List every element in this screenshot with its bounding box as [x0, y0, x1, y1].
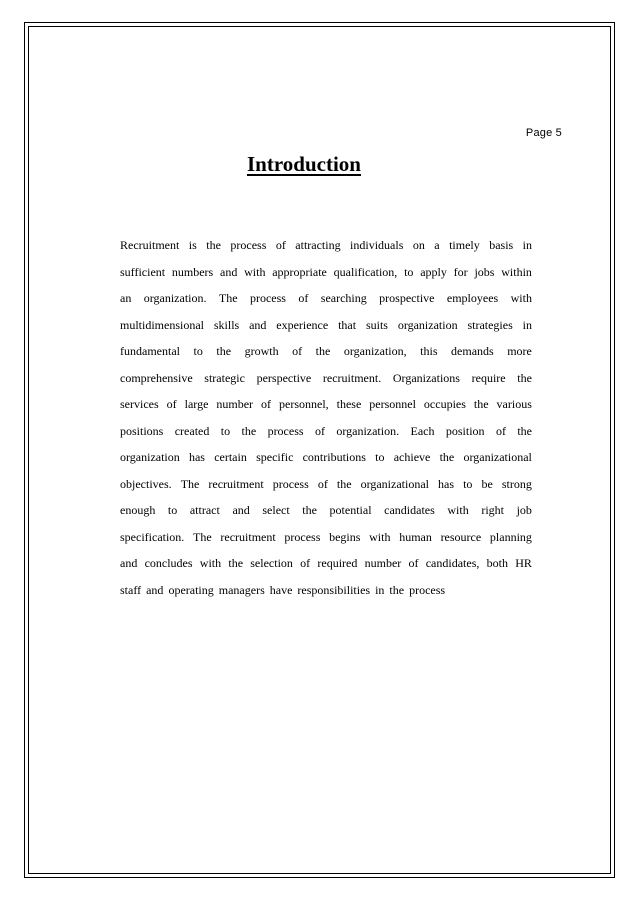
- word: these: [336, 397, 362, 411]
- word: candidates: [384, 503, 435, 517]
- word: fundamental: [120, 344, 180, 358]
- word: the: [517, 370, 532, 385]
- word: for: [453, 264, 468, 279]
- word: of: [408, 556, 419, 570]
- word: process: [284, 529, 321, 544]
- word: the: [228, 556, 244, 570]
- word: to: [220, 423, 231, 438]
- word: strategies: [467, 317, 513, 332]
- word: perspective: [256, 370, 312, 385]
- paragraph-line: [120, 365, 532, 392]
- word: of: [261, 397, 272, 411]
- word: multidimensional: [120, 317, 204, 332]
- word: number: [364, 556, 402, 570]
- word: required: [317, 556, 358, 570]
- paragraph-line: [120, 524, 532, 551]
- word: Recruitment: [120, 238, 180, 252]
- word: demands: [451, 344, 494, 358]
- word: the: [473, 397, 489, 411]
- word: position: [445, 423, 485, 438]
- word: organization: [397, 317, 458, 332]
- word: to: [167, 503, 178, 517]
- paragraph-line: [120, 338, 532, 365]
- word: certain: [214, 450, 247, 464]
- paragraph-line: [120, 444, 532, 471]
- word: and: [146, 582, 164, 597]
- word: has: [438, 476, 455, 491]
- word: organization.: [336, 423, 400, 438]
- word: and: [249, 317, 267, 332]
- word: Each: [410, 423, 435, 438]
- word: staff: [120, 582, 142, 597]
- word: job: [516, 503, 532, 517]
- paragraph-line: [120, 312, 532, 339]
- word: strong: [501, 476, 532, 491]
- word: comprehensive: [120, 370, 193, 385]
- word: in: [522, 238, 532, 252]
- word: the: [216, 344, 232, 358]
- word: created: [174, 423, 210, 438]
- word: to: [404, 264, 414, 279]
- word: that: [338, 317, 357, 332]
- word: candidates,: [425, 556, 480, 570]
- word: organization: [120, 450, 180, 464]
- word: of: [495, 423, 506, 438]
- word: of: [298, 291, 309, 305]
- word: potential: [329, 503, 372, 517]
- word: positions: [120, 423, 164, 438]
- word: selection: [250, 556, 293, 570]
- word: Organizations: [392, 370, 460, 385]
- word: individuals: [350, 238, 404, 252]
- paragraph-line: [120, 232, 532, 259]
- word: require: [471, 370, 506, 385]
- word: experience: [276, 317, 329, 332]
- word: specific: [256, 450, 294, 464]
- word: of: [317, 476, 328, 491]
- word: of: [300, 556, 311, 570]
- page-number: Page 5: [525, 127, 562, 139]
- word: prospective: [379, 291, 435, 305]
- word: responsibilities: [297, 582, 371, 597]
- word: more: [507, 344, 532, 358]
- word: jobs: [474, 264, 495, 279]
- paragraph-line: [120, 550, 532, 577]
- paragraph-line: [120, 285, 532, 312]
- paragraph-line: [120, 418, 532, 445]
- word: employees: [446, 291, 499, 305]
- word: with: [510, 291, 532, 305]
- word: services: [120, 397, 159, 411]
- word: enough: [120, 503, 156, 517]
- word: number: [216, 397, 254, 411]
- word: and: [232, 503, 250, 517]
- word: The: [218, 291, 238, 305]
- word: numbers: [171, 264, 214, 279]
- word: to: [463, 476, 473, 491]
- word: the: [336, 476, 352, 491]
- word: and: [220, 264, 238, 279]
- word: of: [275, 238, 286, 252]
- word: a: [434, 238, 440, 252]
- word: The: [193, 529, 212, 544]
- word: the: [206, 238, 221, 252]
- word: the: [439, 450, 455, 464]
- word: has: [188, 450, 205, 464]
- paragraph-line: [120, 577, 532, 604]
- word: recruitment.: [322, 370, 382, 385]
- word: The: [180, 476, 200, 491]
- paragraph-line: [120, 471, 532, 498]
- word: and: [120, 556, 138, 570]
- word: with: [369, 529, 391, 544]
- word: contributions: [302, 450, 366, 464]
- word: with: [244, 264, 266, 279]
- word: timely: [449, 238, 480, 252]
- word: within: [501, 264, 532, 279]
- paragraph-line: [120, 259, 532, 286]
- word: large: [184, 397, 209, 411]
- word: process: [249, 291, 286, 305]
- word: to: [193, 344, 203, 358]
- word: objectives.: [120, 476, 172, 491]
- word: personnel: [369, 397, 416, 411]
- word: achieve: [393, 450, 431, 464]
- word: resource: [440, 529, 482, 544]
- word: apply: [420, 264, 447, 279]
- paragraph-line: [120, 497, 532, 524]
- word: in: [375, 582, 385, 597]
- body-paragraph: [120, 232, 532, 603]
- word: basis: [489, 238, 514, 252]
- word: the: [517, 423, 532, 438]
- word: recruitment: [208, 476, 264, 491]
- word: process: [230, 238, 267, 252]
- word: is: [188, 238, 197, 252]
- word: HR: [515, 556, 532, 570]
- word: process: [272, 476, 309, 491]
- word: operating: [168, 582, 214, 597]
- word: sufficient: [120, 264, 166, 279]
- word: the: [241, 423, 257, 438]
- word: occupies: [423, 397, 466, 411]
- word: specification.: [120, 529, 185, 544]
- word: various: [496, 397, 532, 411]
- word: skills: [213, 317, 240, 332]
- word: with: [447, 503, 469, 517]
- word: select: [262, 503, 290, 517]
- word: of: [314, 423, 325, 438]
- word: personnel,: [279, 397, 329, 411]
- word: right: [481, 503, 504, 517]
- word: the: [302, 503, 317, 517]
- word: suits: [365, 317, 388, 332]
- word: appropriate: [272, 264, 327, 279]
- word: concludes: [144, 556, 193, 570]
- word: an: [120, 291, 132, 305]
- word: the: [389, 582, 405, 597]
- word: organization.: [143, 291, 207, 305]
- word: human: [399, 529, 432, 544]
- word: strategic: [204, 370, 245, 385]
- word: begins: [329, 529, 361, 544]
- word: process: [267, 423, 304, 438]
- word: planning: [489, 529, 532, 544]
- word: growth: [244, 344, 279, 358]
- word: have: [269, 582, 293, 597]
- word: this: [420, 344, 438, 358]
- word: recruitment: [220, 529, 276, 544]
- word: the: [315, 344, 331, 358]
- word: managers: [218, 582, 265, 597]
- word: organizational: [360, 476, 429, 491]
- word: process: [409, 582, 446, 597]
- word: both: [486, 556, 508, 570]
- word: to: [375, 450, 385, 464]
- word: be: [481, 476, 493, 491]
- word: of: [292, 344, 303, 358]
- word: attracting: [295, 238, 341, 252]
- word: searching: [320, 291, 367, 305]
- word: organization,: [343, 344, 407, 358]
- word: of: [166, 397, 177, 411]
- word: attract: [189, 503, 220, 517]
- word: on: [412, 238, 425, 252]
- word: organizational: [463, 450, 532, 464]
- page-title: Introduction: [247, 152, 361, 176]
- word: in: [522, 317, 532, 332]
- word: with: [199, 556, 222, 570]
- word: qualification,: [333, 264, 398, 279]
- paragraph-line: [120, 391, 532, 418]
